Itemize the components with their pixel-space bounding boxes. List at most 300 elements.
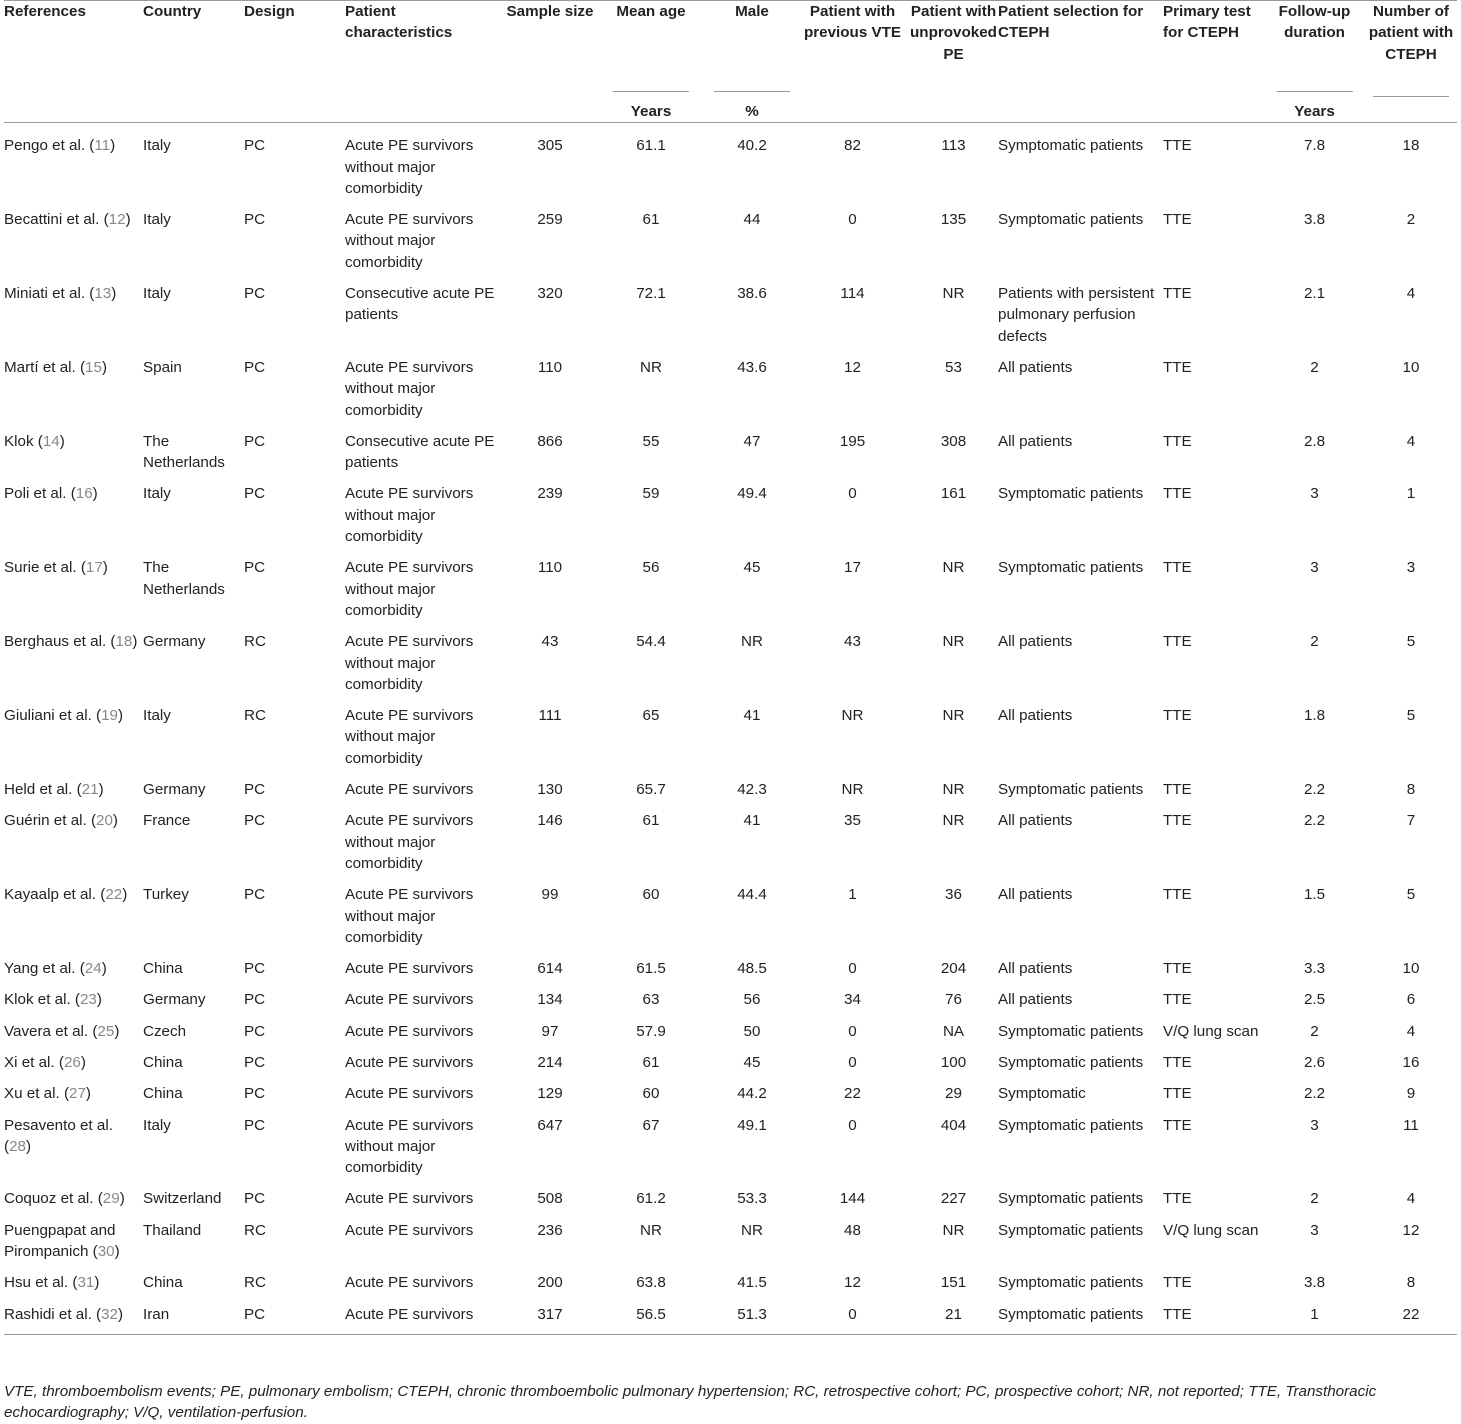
reference-author: Surie et al. (4, 559, 77, 577)
cell-primary-test: TTE (1163, 137, 1192, 155)
cell-patient-selection: Symptomatic patients (998, 1116, 1144, 1134)
cell-unprovoked-pe: 161 (940, 485, 967, 503)
reference-author: Martí et al. (4, 358, 76, 376)
cell-patient-selection: All patients (998, 707, 1073, 725)
cell-follow-up: 2.1 (1303, 285, 1326, 303)
cell-reference: Guérin et al. (20) (4, 812, 118, 830)
cell-male: 41.5 (737, 1274, 767, 1292)
table-row (4, 350, 1457, 424)
table-footnote: VTE, thromboembolism events; PE, pulmonary embolism; CTEPH, chronic thromboembolic pulmonary hypertension; RC, retrospective cohort; PC, prospective cohort; NR, not reported; TTE, Transthoracic echocardiography; V/Q, ventilation-perfusion. (4, 1383, 1377, 1422)
cell-unprovoked-pe: 100 (940, 1053, 967, 1071)
cell-design: PC (244, 781, 266, 799)
cell-primary-test: TTE (1163, 1053, 1192, 1071)
cell-previous-vte: 0 (848, 960, 857, 978)
cell-country: The Netherlands (143, 432, 225, 472)
cell-unprovoked-pe: 113 (941, 137, 966, 155)
cell-primary-test: TTE (1163, 633, 1192, 651)
header-male: Male (735, 3, 769, 20)
cell-patient-selection: All patients (998, 432, 1073, 450)
cell-unprovoked-pe: 76 (945, 991, 962, 1009)
cell-male: 44.2 (737, 1085, 767, 1103)
cell-design: PC (244, 285, 266, 303)
cell-follow-up: 7.8 (1303, 137, 1326, 155)
citation-link[interactable]: 19 (101, 707, 118, 725)
cell-cteph-count: 16 (1402, 1053, 1420, 1071)
cell-unprovoked-pe: NR (942, 1221, 965, 1239)
cell-mean-age: 61.1 (636, 137, 666, 155)
cell-unprovoked-pe: 36 (945, 886, 962, 904)
citation-link[interactable]: 21 (81, 781, 99, 799)
cell-unprovoked-pe: NA (942, 1022, 965, 1040)
cell-reference: Surie et al. (17) (4, 559, 108, 577)
cell-reference: Yang et al. (24) (4, 960, 107, 978)
cell-mean-age: 56.5 (636, 1305, 666, 1323)
cell-unprovoked-pe: 29 (945, 1085, 962, 1103)
cell-characteristics: Acute PE survivors (345, 1221, 474, 1239)
cell-primary-test: TTE (1163, 358, 1192, 376)
cell-male: 42.3 (737, 781, 767, 799)
cell-characteristics: Acute PE survivors without major comorbidity (345, 707, 474, 767)
citation-link[interactable]: 16 (75, 485, 93, 503)
cell-follow-up: 2 (1310, 358, 1319, 376)
cell-sample-size: 146 (537, 812, 563, 830)
table-row (4, 982, 1457, 1013)
cell-reference: Miniati et al. (13) (4, 285, 117, 303)
cell-unprovoked-pe: 53 (945, 358, 962, 376)
cell-follow-up: 3 (1310, 485, 1319, 503)
cell-primary-test: V/Q lung scan (1163, 1221, 1259, 1239)
cell-previous-vte: 0 (848, 211, 857, 229)
cell-design: PC (244, 1190, 266, 1208)
cell-sample-size: 214 (537, 1053, 563, 1071)
cell-previous-vte: 12 (844, 358, 861, 376)
cell-cteph-count: 8 (1406, 781, 1416, 799)
cell-sample-size: 99 (541, 886, 559, 904)
cell-patient-selection: All patients (998, 633, 1073, 651)
header-cteph-count: Number of patient with CTEPH (1368, 3, 1454, 63)
cell-design: PC (244, 485, 266, 503)
cell-reference: Klok et al. (23) (4, 991, 102, 1009)
reference-author: Held et al. (4, 781, 73, 799)
cell-design: PC (244, 1085, 266, 1103)
cell-characteristics: Acute PE survivors without major comorbidity (345, 358, 474, 419)
cell-follow-up: 2.8 (1303, 432, 1326, 450)
cell-country: Italy (143, 707, 171, 725)
cell-characteristics: Acute PE survivors (345, 1274, 474, 1292)
cell-previous-vte: 0 (848, 1053, 857, 1071)
cell-previous-vte: NR (841, 707, 864, 725)
cell-reference: Hsu et al. (31) (4, 1274, 100, 1292)
cell-reference: Coquoz et al. (29) (4, 1190, 125, 1208)
cell-previous-vte: 34 (844, 991, 861, 1009)
citation-link[interactable]: 18 (115, 633, 133, 651)
cell-sample-size: 97 (541, 1022, 559, 1040)
cell-country: Spain (143, 358, 182, 376)
cell-cteph-count: 11 (1403, 1116, 1419, 1134)
cell-characteristics: Acute PE survivors (345, 1305, 474, 1323)
cell-design: PC (244, 432, 266, 450)
reference-author: Hsu et al. (4, 1274, 69, 1292)
cell-sample-size: 239 (537, 485, 563, 503)
cell-reference: Poli et al. (16) (4, 485, 98, 503)
citation-link[interactable]: 17 (85, 559, 103, 577)
cell-mean-age: NR (640, 358, 662, 376)
cell-sample-size: 110 (537, 559, 563, 577)
cell-patient-selection: Symptomatic patients (998, 1190, 1144, 1208)
cell-primary-test: TTE (1163, 559, 1192, 577)
citation-link[interactable]: 15 (85, 358, 102, 376)
cell-unprovoked-pe: 21 (945, 1305, 962, 1323)
header-patient-selection: Patient selection for CTEPH (998, 3, 1144, 42)
citation-link[interactable]: 31 (77, 1274, 95, 1292)
cell-male: NR (741, 1221, 763, 1239)
cell-characteristics: Acute PE survivors without major comorbidity (345, 633, 474, 693)
reference-author: Coquoz et al. (4, 1190, 94, 1208)
cell-cteph-count: 4 (1406, 432, 1416, 450)
citation-link[interactable]: 22 (105, 886, 123, 904)
cell-design: PC (244, 1053, 266, 1071)
cell-patient-selection: Symptomatic patients (998, 781, 1144, 799)
cell-follow-up: 2.2 (1303, 1085, 1326, 1103)
citation-link[interactable]: 30 (97, 1243, 115, 1261)
cell-reference: Puengpapat and Pirompanich (30) (4, 1221, 120, 1261)
cell-previous-vte: 17 (844, 559, 861, 577)
cell-reference: Kayaalp et al. (22) (4, 886, 128, 904)
cell-country: China (143, 1053, 183, 1071)
cell-mean-age: 61 (642, 211, 660, 229)
cell-follow-up: 2.5 (1303, 991, 1326, 1009)
cell-male: 41 (743, 812, 761, 830)
cell-unprovoked-pe: NR (942, 633, 965, 651)
cell-characteristics: Acute PE survivors without major comorbidity (345, 886, 474, 946)
cell-patient-selection: Symptomatic patients (998, 1022, 1144, 1040)
reference-author: Yang et al. (4, 960, 76, 978)
cell-male: 56 (743, 991, 761, 1009)
cell-follow-up: 2 (1310, 1022, 1319, 1040)
cell-previous-vte: 0 (848, 1116, 857, 1134)
cell-unprovoked-pe: 151 (940, 1274, 967, 1292)
header-patient-characteristics: Patient characteristics (345, 3, 453, 42)
cell-characteristics: Acute PE survivors (345, 1085, 474, 1103)
reference-author: Vavera et al. (4, 1022, 89, 1040)
table-row (4, 1108, 1457, 1182)
reference-author: Poli et al. (4, 485, 67, 503)
cell-cteph-count: 4 (1406, 1190, 1416, 1208)
cell-country: Czech (143, 1022, 187, 1040)
cell-reference: Xi et al. (26) (4, 1053, 86, 1071)
table-row (4, 1213, 1457, 1266)
cell-follow-up: 1 (1310, 1305, 1319, 1323)
cell-male: NR (741, 633, 763, 651)
cell-characteristics: Acute PE survivors (345, 781, 474, 799)
table-row (4, 424, 1457, 477)
reference-author: Klok (4, 432, 34, 450)
cell-design: PC (244, 812, 266, 830)
cell-male: 40.2 (737, 137, 767, 155)
cell-sample-size: 320 (537, 285, 563, 303)
cell-patient-selection: Symptomatic patients (998, 1274, 1144, 1292)
cell-mean-age: 56 (642, 559, 660, 577)
cell-design: PC (244, 960, 266, 978)
cell-design: RC (244, 1221, 266, 1239)
cell-follow-up: 1.8 (1303, 707, 1326, 725)
cell-follow-up: 2.2 (1303, 781, 1326, 799)
reference-author: Puengpapat and Pirompanich (4, 1221, 116, 1261)
cell-reference: Pengo et al. (11) (4, 137, 116, 155)
cell-unprovoked-pe: 308 (940, 432, 967, 450)
cell-primary-test: TTE (1163, 960, 1192, 978)
header-sample-size: Sample size (506, 3, 594, 20)
cell-previous-vte: 0 (848, 1305, 857, 1323)
cell-country: Italy (143, 1116, 171, 1134)
cell-country: China (143, 1085, 183, 1103)
citation-link[interactable]: 13 (94, 285, 112, 303)
cell-male: 53.3 (737, 1190, 767, 1208)
cell-sample-size: 866 (537, 432, 563, 450)
cell-characteristics: Acute PE survivors (345, 1053, 474, 1071)
cell-primary-test: TTE (1163, 886, 1192, 904)
citation-link[interactable]: 28 (9, 1137, 26, 1155)
cell-male: 47 (743, 432, 761, 450)
table-row (4, 803, 1457, 877)
cell-country: France (143, 812, 191, 830)
cell-cteph-count: 4 (1406, 285, 1416, 303)
reference-author: Xi et al. (4, 1053, 55, 1071)
table-row (4, 550, 1457, 624)
cell-patient-selection: Symptomatic patients (998, 485, 1144, 503)
cell-male: 51.3 (737, 1305, 767, 1323)
citation-link[interactable]: 20 (96, 812, 113, 830)
table-row (4, 476, 1457, 550)
cell-primary-test: TTE (1163, 432, 1192, 450)
cell-unprovoked-pe: 227 (940, 1190, 967, 1208)
reference-author: Berghaus et al. (4, 633, 107, 651)
cell-previous-vte: NR (841, 781, 864, 799)
cell-mean-age: 65 (642, 707, 660, 725)
cell-design: PC (244, 358, 266, 376)
table-row (4, 951, 1457, 982)
cell-mean-age: 63 (642, 991, 660, 1009)
cell-unprovoked-pe: NR (942, 559, 965, 577)
cell-mean-age: 59 (642, 485, 660, 503)
cell-male: 44.4 (737, 886, 767, 904)
cell-previous-vte: 43 (844, 633, 861, 651)
table-body (4, 123, 1457, 1335)
cell-patient-selection: Symptomatic patients (998, 1305, 1144, 1323)
citation-link[interactable]: 11 (94, 137, 111, 155)
cell-male: 43.6 (737, 358, 767, 376)
cell-reference: Martí et al. (15) (4, 358, 107, 376)
cell-previous-vte: 35 (844, 812, 861, 830)
cell-patient-selection: All patients (998, 991, 1073, 1009)
citation-link[interactable]: 26 (63, 1053, 81, 1071)
cell-unprovoked-pe: 404 (940, 1116, 967, 1134)
header-country: Country (143, 3, 202, 20)
citation-link[interactable]: 14 (42, 432, 60, 450)
cell-follow-up: 2 (1310, 1190, 1319, 1208)
cell-follow-up: 3 (1310, 1116, 1319, 1134)
cell-reference: Vavera et al. (25) (4, 1022, 120, 1040)
cell-patient-selection: All patients (998, 358, 1073, 376)
cell-male: 44 (743, 211, 761, 229)
cell-characteristics: Acute PE survivors without major comorbidity (345, 485, 474, 546)
cell-previous-vte: 114 (840, 285, 865, 303)
cell-sample-size: 111 (538, 707, 562, 725)
cell-mean-age: 67 (642, 1116, 660, 1134)
cell-reference: Berghaus et al. (18) (4, 633, 138, 651)
reference-author: Xu et al. (4, 1085, 60, 1103)
cell-country: Switzerland (143, 1190, 222, 1208)
cell-sample-size: 508 (537, 1190, 563, 1208)
cell-primary-test: TTE (1163, 1190, 1192, 1208)
cell-primary-test: TTE (1163, 1274, 1192, 1292)
cell-follow-up: 3.3 (1303, 960, 1326, 978)
table-header (4, 1, 1457, 123)
cell-design: PC (244, 211, 266, 229)
table-row (4, 1045, 1457, 1076)
cell-previous-vte: 0 (848, 1022, 857, 1040)
cell-sample-size: 614 (537, 960, 563, 978)
reference-author: Kayaalp et al. (4, 886, 97, 904)
cell-male: 48.5 (737, 960, 767, 978)
table-row (4, 202, 1457, 276)
cell-sample-size: 134 (537, 991, 563, 1009)
reference-author: Guérin et al. (4, 812, 87, 830)
cell-sample-size: 317 (537, 1305, 563, 1323)
cell-cteph-count: 8 (1406, 1274, 1416, 1292)
cell-reference: Xu et al. (27) (4, 1085, 91, 1103)
cell-primary-test: TTE (1163, 285, 1192, 303)
cell-patient-selection: All patients (998, 960, 1073, 978)
cell-characteristics: Consecutive acute PE patients (345, 432, 495, 472)
cell-cteph-count: 5 (1406, 633, 1416, 651)
cell-previous-vte: 0 (848, 485, 857, 503)
citation-link[interactable]: 12 (108, 211, 126, 229)
citation-link[interactable]: 25 (97, 1022, 115, 1040)
cell-sample-size: 110 (537, 358, 563, 376)
citation-link[interactable]: 27 (69, 1085, 86, 1103)
cell-follow-up: 3 (1310, 559, 1319, 577)
cell-cteph-count: 7 (1406, 812, 1416, 830)
cell-characteristics: Acute PE survivors without major comorbidity (345, 211, 474, 271)
cell-sample-size: 130 (537, 781, 563, 799)
cell-reference: Held et al. (21) (4, 781, 104, 799)
cell-primary-test: V/Q lung scan (1163, 1022, 1259, 1040)
cell-primary-test: TTE (1163, 781, 1192, 799)
cell-previous-vte: 82 (844, 137, 861, 155)
cell-country: Italy (143, 285, 171, 303)
cell-reference: Pesavento et al. (28) (4, 1116, 113, 1155)
cell-patient-selection: All patients (998, 812, 1073, 830)
cell-patient-selection: Symptomatic patients (998, 211, 1144, 229)
cell-patient-selection: Symptomatic patients (998, 137, 1144, 155)
cell-primary-test: TTE (1163, 1085, 1192, 1103)
cell-country: The Netherlands (143, 559, 225, 598)
cell-sample-size: 200 (537, 1274, 563, 1292)
cell-cteph-count: 5 (1406, 707, 1416, 725)
cell-characteristics: Consecutive acute PE patients (345, 285, 495, 324)
cell-patient-selection: Symptomatic patients (998, 559, 1144, 577)
table-row (4, 698, 1457, 772)
table-row (4, 772, 1457, 803)
cell-reference: Giuliani et al. (19) (4, 707, 124, 725)
cell-characteristics: Acute PE survivors without major comorbidity (345, 812, 474, 872)
table-row (4, 123, 1457, 202)
cell-male: 45 (743, 559, 761, 577)
cell-country: Germany (143, 633, 206, 651)
cell-characteristics: Acute PE survivors (345, 1022, 474, 1040)
reference-author: Miniati et al. (4, 285, 86, 303)
cell-country: Iran (143, 1305, 170, 1323)
cell-design: RC (244, 633, 266, 651)
reference-author: Becattini et al. (4, 211, 100, 229)
cell-sample-size: 259 (537, 211, 563, 229)
cell-primary-test: TTE (1163, 812, 1192, 830)
cell-country: Italy (143, 211, 171, 229)
cell-cteph-count: 2 (1406, 211, 1416, 229)
header-unprovoked-pe: Patient with unprovoked PE (910, 3, 997, 63)
cell-primary-test: TTE (1163, 1305, 1192, 1323)
header-follow-up: Follow-up duration (1278, 3, 1351, 42)
cell-country: Italy (143, 137, 171, 155)
cell-cteph-count: 5 (1406, 886, 1416, 904)
cell-follow-up: 3.8 (1303, 211, 1326, 229)
cell-cteph-count: 12 (1402, 1221, 1420, 1239)
table-row (4, 1265, 1457, 1296)
cell-male: 41 (743, 707, 761, 725)
cell-cteph-count: 10 (1402, 358, 1420, 376)
cell-patient-selection: Symptomatic patients (998, 1053, 1144, 1071)
cell-unprovoked-pe: NR (942, 781, 965, 799)
cell-sample-size: 43 (541, 633, 559, 651)
cell-mean-age: 57.9 (636, 1022, 666, 1040)
cell-mean-age: 61 (642, 812, 660, 830)
cell-characteristics: Acute PE survivors without major comorbidity (345, 137, 474, 197)
cell-mean-age: 61.2 (636, 1190, 666, 1208)
reference-author: Giuliani et al. (4, 707, 92, 725)
citation-link[interactable]: 29 (102, 1190, 120, 1208)
cell-country: Germany (143, 781, 206, 799)
cell-design: RC (244, 707, 266, 725)
cell-mean-age: 54.4 (636, 633, 666, 651)
cell-primary-test: TTE (1163, 707, 1192, 725)
cell-previous-vte: 22 (844, 1085, 861, 1103)
citation-link[interactable]: 23 (79, 991, 97, 1009)
cell-mean-age: 65.7 (636, 781, 666, 799)
table-row (4, 877, 1457, 951)
table-row (4, 1297, 1457, 1335)
unit-male: % (714, 91, 790, 122)
citation-link[interactable]: 24 (84, 960, 102, 978)
cell-follow-up: 3 (1310, 1221, 1319, 1239)
cell-country: China (143, 960, 183, 978)
cell-previous-vte: 48 (844, 1221, 861, 1239)
cell-design: PC (244, 991, 266, 1009)
reference-author: Klok et al. (4, 991, 71, 1009)
citation-link[interactable]: 32 (101, 1305, 118, 1323)
reference-author: Rashidi et al. (4, 1305, 92, 1323)
cell-mean-age: 60 (642, 1085, 660, 1103)
cell-patient-selection: Symptomatic (998, 1085, 1086, 1103)
cell-sample-size: 647 (537, 1116, 563, 1134)
cell-country: Germany (143, 991, 206, 1009)
cell-design: PC (244, 886, 266, 904)
cell-follow-up: 3.8 (1303, 1274, 1326, 1292)
cell-unprovoked-pe: NR (942, 707, 965, 725)
cell-design: PC (244, 559, 266, 577)
cell-follow-up: 2.2 (1303, 812, 1326, 830)
cell-mean-age: 61 (642, 1053, 660, 1071)
